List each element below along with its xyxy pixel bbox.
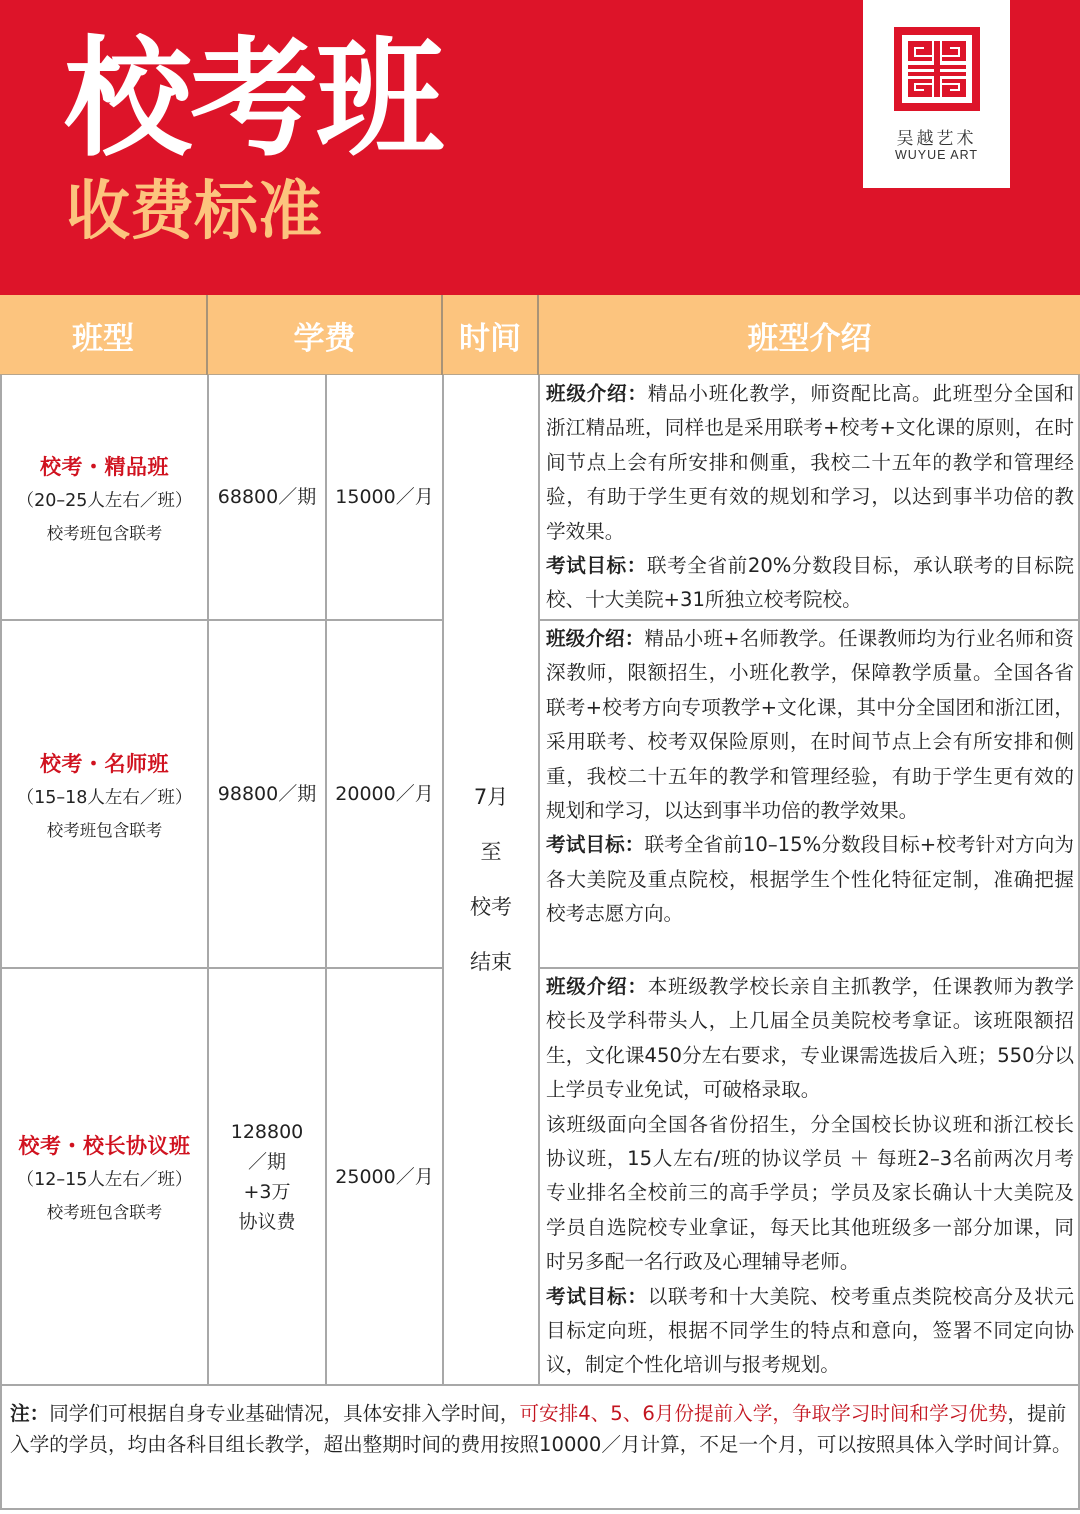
brand-name-en: WUYUE ART (894, 148, 979, 162)
goal-text: 联考全省前20%分数段目标，承认联考的目标院校、十大美院+31所独立校考院校。 (546, 554, 1075, 612)
wuyue-seal-icon (894, 27, 980, 111)
fee-period-cell (209, 375, 325, 619)
class-size: （15–18人左右／班） (16, 787, 193, 808)
class-note: 校考班包含联考 (46, 820, 163, 840)
fee-period: 98800／期 (217, 783, 317, 805)
fee-period-line: +3万 (243, 1180, 291, 1203)
row-divider (538, 967, 1080, 969)
footnote (10, 1398, 1072, 1460)
brand-name-cn: 吴越艺术 (896, 129, 977, 149)
time-range-line: 至 (480, 839, 502, 864)
note-label: 注： (10, 1402, 50, 1425)
intro-text: 精品小班化教学，师资配比高。此班型分全国和浙江精品班，同样也是采用联考+校考+文化课的原则，在时间节点上会有所安排和侧重，我校二十五年的教学和管理经验，有助于学生更有效的规划和学习，以达到事半功倍的教学效果。 (546, 382, 1075, 543)
brand-logo (863, 0, 1010, 188)
row-divider (538, 619, 1080, 621)
fee-period: 68800／期 (217, 486, 317, 508)
fee-month-cell (327, 375, 442, 619)
class-name: 校考・校长协议班 (18, 1134, 191, 1158)
page-title: 校考班 (64, 25, 443, 174)
class-name: 校考・精品班 (40, 454, 169, 479)
goal-label: 考试目标： (546, 833, 645, 857)
note-text: ，提前入学的学员，均由各科目组长教学，超出整期时间的费用按照10000／月计算，不足一个月，可以按照具体入学时间计算。 (10, 1402, 1072, 1456)
column-header-tuition: 学费 (208, 295, 443, 375)
hero-banner (0, 0, 1080, 295)
fee-period-line: 128800 (230, 1120, 304, 1143)
goal-label: 考试目标： (546, 554, 647, 578)
column-divider (538, 375, 540, 1385)
fee-period-cell (209, 969, 325, 1384)
class-type-cell (2, 375, 207, 619)
goal-label: 考试目标： (546, 1284, 648, 1308)
note-text: 同学们可根据自身专业基础情况，具体安排入学时间， (49, 1402, 520, 1425)
intro-text-2: 该班级面向全国各省份招生，分全国校长协议班和浙江校长协议班，15人左右/班的协议学员 ＋ 每班2–3名前两次月考专业排名全校前三的高手学员；学员及家长确认十大美院及学员自选院校专业拿证，每天比其他班级多一部分加课，同时另多配一名行政及心理辅导老师。 (546, 1112, 1074, 1274)
intro-label: 班级介绍： (546, 382, 648, 405)
intro-text: 精品小班+名师教学。任课教师均为行业名师和资深教师，限额招生，小班化教学，保障教学质量。全国各省联考+校考方向专项教学+文化课，其中分全国团和浙江团，采用联考、校考双保险原则，在时间节点上会有所安排和侧重，我校二十五年的教学和管理经验，有助于学生更有效的规划和学习，以达到事半功倍的教学效果。 (546, 627, 1075, 823)
fee-period-line: 协议费 (238, 1210, 296, 1233)
time-range-line: 结束 (470, 949, 512, 974)
fee-month: 20000／月 (335, 783, 434, 805)
class-type-cell (2, 621, 207, 967)
column-header-class-intro: 班型介绍 (747, 320, 872, 357)
goal-text: 联考全省前10–15%分数段目标+校考针对方向为各大美院及重点院校，根据学生个性化特征定制，准确把握校考志愿方向。 (546, 833, 1075, 926)
class-intro (546, 622, 1074, 932)
page-subtitle: 收费标准 (66, 175, 322, 249)
note-highlight: 可安排4、5、6月份提前入学，争取学习时间和学习优势 (519, 1402, 1008, 1425)
time-range-cell (444, 375, 538, 1384)
intro-label: 班级介绍： (546, 627, 645, 650)
column-header-time: 时间 (443, 295, 539, 375)
class-intro (546, 377, 1074, 618)
class-intro (546, 970, 1074, 1383)
class-size: （12–15人左右／班） (16, 1170, 193, 1190)
goal-text: 以联考和十大美院、校考重点类院校高分及状元目标定向班，根据不同学生的特点和意向，签署不同定向协议，制定个性化培训与报考规划。 (546, 1284, 1075, 1377)
column-header-class-type: 班型 (0, 295, 208, 375)
intro-label: 班级介绍： (546, 975, 648, 998)
class-name: 校考・名师班 (40, 751, 169, 776)
class-note: 校考班包含联考 (46, 523, 163, 543)
row-divider (0, 1384, 1080, 1386)
fee-month: 25000／月 (335, 1165, 434, 1188)
fee-period-line: ／期 (247, 1150, 286, 1173)
class-note: 校考班包含联考 (46, 1203, 163, 1222)
table-header (0, 295, 1080, 375)
class-size: （20–25人左右／班） (16, 490, 193, 511)
fee-period-cell (209, 621, 325, 967)
time-range-line: 校考 (470, 894, 512, 919)
table-border-bottom (0, 1508, 1080, 1510)
class-type-cell (2, 969, 207, 1384)
fee-month: 15000／月 (335, 486, 434, 508)
fee-month-cell (327, 621, 442, 967)
intro-text: 本班级教学校长亲自主抓教学，任课教师为教学校长及学科带头人，上几届全员美院校考拿证。该班限额招生，文化课450分左右要求，专业课需选拔后入班；550分以上学员专业免试，可破格录取。 (546, 975, 1075, 1102)
time-range-line: 7月 (473, 784, 509, 809)
fee-month-cell (327, 969, 442, 1384)
